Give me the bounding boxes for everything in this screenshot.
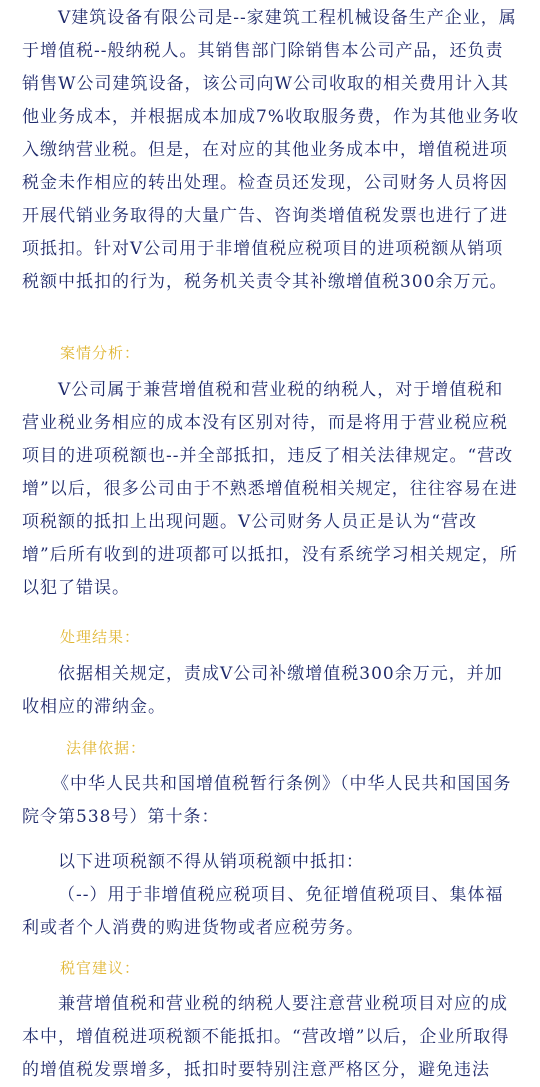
case-description-paragraph: V建筑设备有限公司是--家建筑工程机械设备生产企业，属于增值税--般纳税人。其销售部门除销售本公司产品，还负责销售W公司建筑设备，该公司向W公司收取的相关费用计入其他业务成本，并根据成本加成7%收取服务费，作为其他业务收入缴纳营业税。但是，在对应的其他业务成本中，增值税进项税金未作相应的转出处理。检查员还发现，公司财务人员将因开展代销业务取得的大量广告、咨询类增值税发票也进行了进项抵扣。针对V公司用于非增值税应税项目的进项税额从销项税额中抵扣的行为，税务机关责令其补缴增值税300余万元。 [22, 8, 519, 292]
case-analysis-heading: 案情分析： [60, 344, 141, 362]
handling-result-paragraph: 依据相关规定，责成V公司补缴增值税300余万元，并加收相应的滞纳金。 [22, 664, 503, 717]
handling-result-heading: 处理结果： [60, 628, 141, 646]
legal-basis-citation: 《中华人民共和国增值税暂行条例》（中华人民共和国国务院令第538号）第十条： [22, 774, 512, 827]
tax-officer-advice-paragraph: 兼营增值税和营业税的纳税人要注意营业税项目对应的成本中，增值税进项税额不能抵扣。“营改增”以后，企业所取得的增值税发票增多，抵扣时要特别注意严格区分，避免违法 [22, 994, 510, 1080]
legal-basis-clause-item: （--）用于非增值税应税项目、免征增值税项目、集体福利或者个人消费的购进货物或者应税劳务。 [22, 885, 504, 938]
tax-officer-advice-heading: 税官建议： [60, 959, 141, 977]
case-analysis-paragraph: V公司属于兼营增值税和营业税的纳税人，对于增值税和营业税业务相应的成本没有区别对待，而是将用于营业税应税项目的进项税额也--并全部抵扣，违反了相关法律规定。“营改增”以后，很多公司由于不熟悉增值税相关规定，往往容易在进项税额的抵扣上出现问题。V公司财务人员正是认为“营改增”后所有收到的进项都可以抵扣，没有系统学习相关规定，所以犯了错误。 [22, 380, 518, 598]
legal-basis-heading: 法律依据： [66, 739, 147, 757]
legal-basis-clause-intro: 以下进项税额不得从销项税额中抵扣： [58, 852, 364, 872]
